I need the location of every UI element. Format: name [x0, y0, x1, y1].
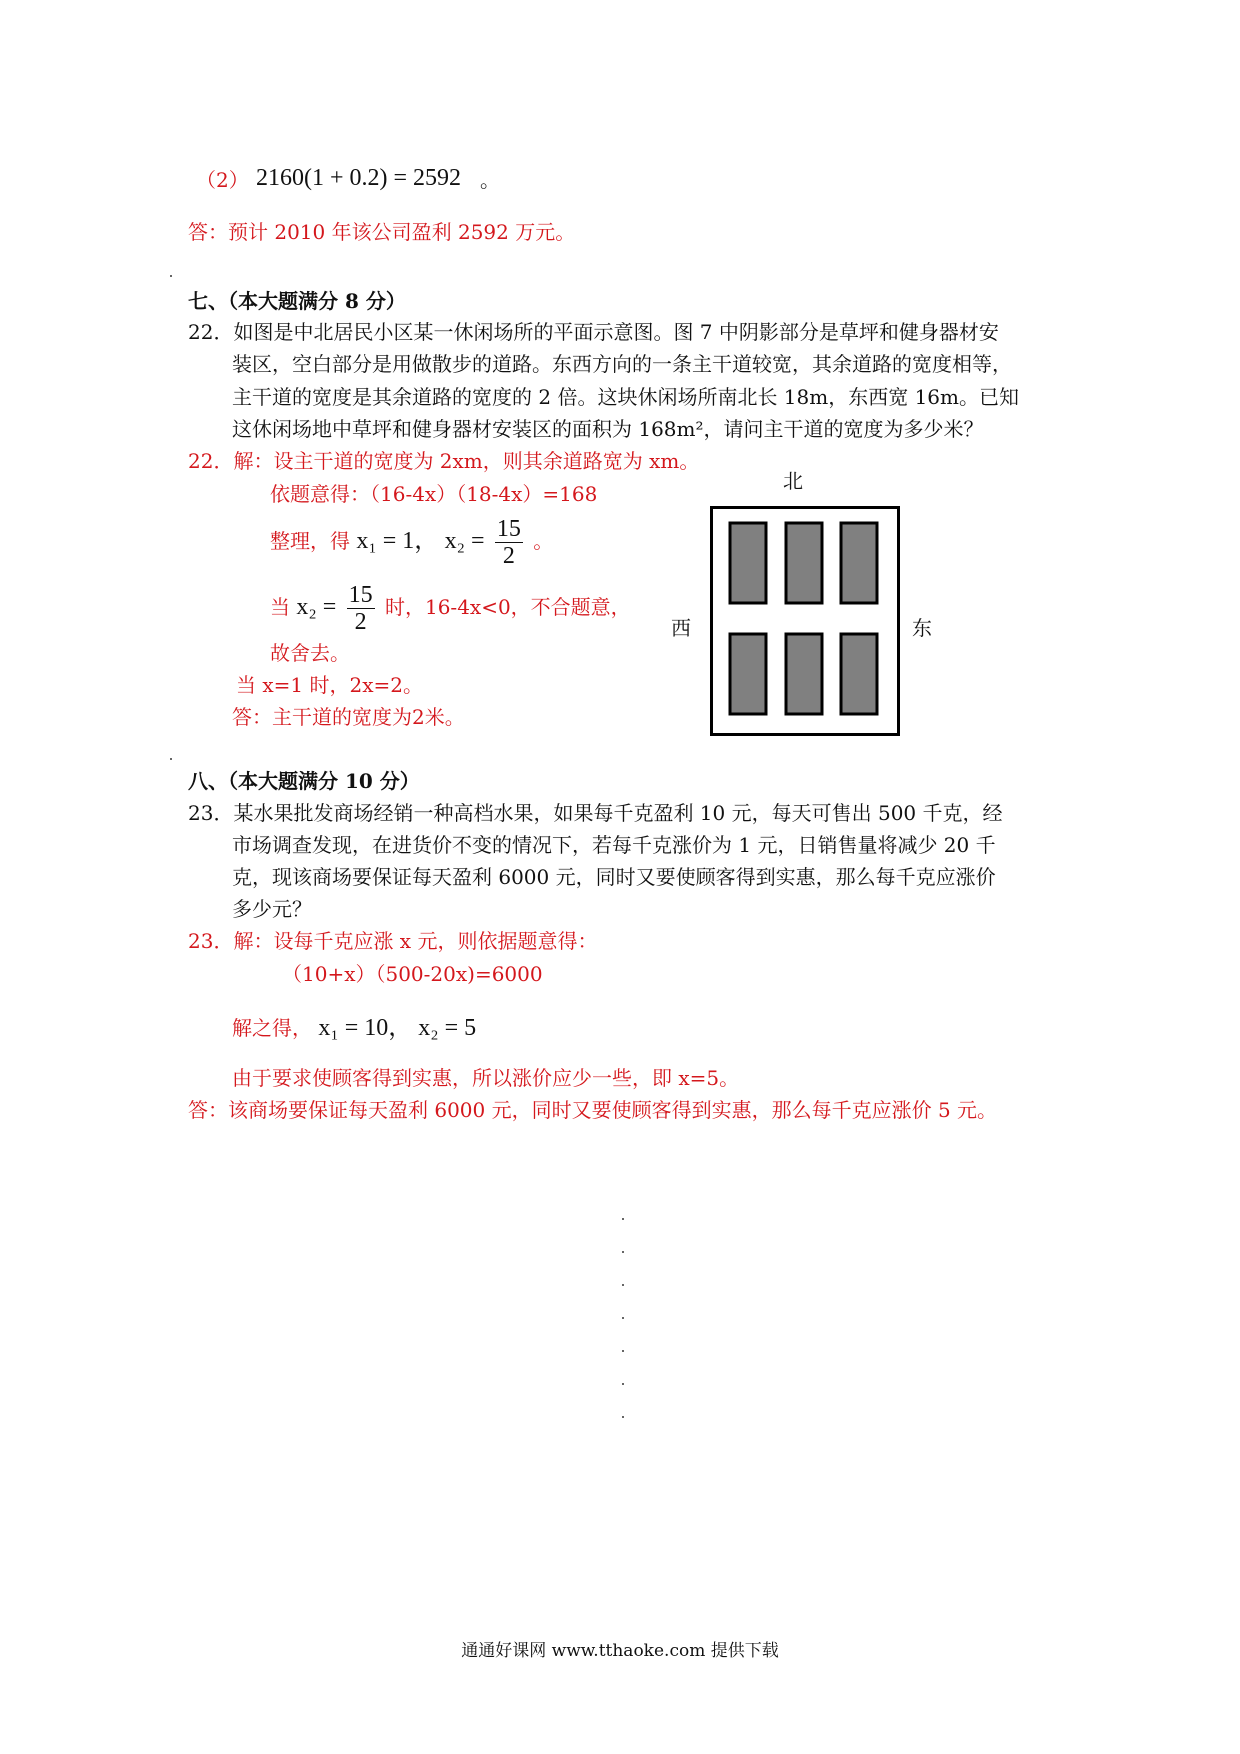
q22-frac-numerator-repeat: 15 — [348, 582, 373, 608]
q22-problem-line-3: 主干道的宽度是其余道路的宽度的 2 倍。这块休闲场所南北长 18m，东西宽 16m。已知 — [232, 385, 1019, 409]
scan-dot — [622, 1218, 624, 1220]
q22-line4-prefix: 当 — [270, 595, 290, 619]
q23-problem-line-2: 市场调查发现，在进货价不变的情况下，若每千克涨价为 1 元，日销售量将减少 20 千 — [232, 833, 996, 857]
q21-equation: 2160(1 + 0.2) = 2592 — [256, 165, 462, 191]
lawn-area-2 — [786, 523, 822, 603]
scan-dot — [170, 275, 172, 277]
q23-problem-line-4: 多少元？ — [232, 897, 312, 921]
q22-solution-line-4 — [270, 577, 631, 637]
figure-label-north: 北 — [783, 469, 803, 493]
lawn-area-6 — [841, 634, 877, 714]
q22-x2-lhs-repeat: x₂ = — [296, 594, 337, 620]
q22-x1: x₁ = 1， — [356, 528, 439, 554]
q22-problem-line-1: 22．如图是中北居民小区某一休闲场所的平面示意图。图 7 中阴影部分是草坪和健身器材安 — [188, 320, 999, 344]
q23-solution-line-4: 由于要求使顾客得到实惠，所以涨价应少一些，即 x=5。 — [232, 1066, 740, 1090]
q22-line3-prefix: 整理，得 — [270, 529, 350, 553]
q22-problem-line-4: 这休闲场地中草坪和健身器材安装区的面积为 168m²，请问主干道的宽度为多少米？ — [232, 417, 984, 441]
section7-heading: 七、（本大题满分 8 分） — [188, 289, 406, 313]
q22-solution-line-1: 22．解：设主干道的宽度为 2xm，则其余道路宽为 xm。 — [188, 449, 700, 473]
lawn-area-1 — [730, 523, 766, 603]
q23-roots: x₁ = 10， x₂ = 5 — [318, 1015, 477, 1041]
q22-frac-numerator: 15 — [496, 516, 521, 542]
q23-solution-line-1: 23．解：设每千克应涨 x 元，则依据题意得： — [188, 929, 598, 953]
q22-solution-line-7: 答：主干道的宽度为2米。 — [232, 705, 465, 729]
scan-dot — [622, 1284, 624, 1286]
q22-solution-line-6: 当 x=1 时，2x=2。 — [236, 673, 423, 697]
q23-solution-line-3 — [232, 1014, 476, 1042]
scan-dot — [622, 1251, 624, 1253]
q23-answer: 答：该商场要保证每天盈利 6000 元，同时又要使顾客得到实惠，那么每千克应涨价 5 元。 — [188, 1098, 998, 1122]
q21-equation-end: 。 — [480, 168, 500, 192]
figure-label-west: 西 — [671, 616, 691, 640]
q22-line3-end: 。 — [533, 529, 554, 553]
leisure-area-plan — [710, 506, 900, 736]
q23-line3-prefix: 解之得， — [232, 1016, 312, 1040]
section8-heading: 八、（本大题满分 10 分） — [188, 769, 420, 793]
q22-fraction — [495, 516, 523, 569]
lawn-area-4 — [730, 634, 766, 714]
q22-fraction-repeat — [347, 582, 375, 635]
scan-dot — [622, 1416, 624, 1418]
scan-dot — [622, 1383, 624, 1385]
q22-solution-line-5: 故舍去。 — [270, 641, 350, 665]
scan-dot — [622, 1317, 624, 1319]
q21-part-label: （2） — [196, 168, 249, 192]
q23-problem-line-1: 23．某水果批发商场经销一种高档水果，如果每千克盈利 10 元，每天可售出 500 千克，经 — [188, 801, 1003, 825]
scan-dot — [622, 1350, 624, 1352]
lawn-area-5 — [786, 634, 822, 714]
q23-problem-line-3: 克，现该商场要保证每天盈利 6000 元，同时又要使顾客得到实惠，那么每千克应涨价 — [232, 865, 996, 889]
q22-line4-suffix: 时，16-4x<0，不合题意， — [384, 595, 631, 619]
page-footer: 通通好课网 www.tthaoke.com 提供下载 — [461, 1641, 779, 1661]
q22-problem-line-2: 装区，空白部分是用做散步的道路。东西方向的一条主干道较宽，其余道路的宽度相等， — [232, 352, 1012, 376]
lawn-area-3 — [841, 523, 877, 603]
q23-solution-line-2: （10+x）（500-20x)=6000 — [282, 962, 543, 986]
q21-answer: 答：预计 2010 年该公司盈利 2592 万元。 — [188, 220, 576, 244]
figure-label-east: 东 — [912, 616, 932, 640]
q22-solution-line-2: 依题意得：（16-4x）（18-4x）=168 — [270, 482, 598, 506]
q22-frac-denominator-repeat: 2 — [354, 609, 367, 635]
q22-solution-line-3 — [270, 511, 553, 571]
scan-dot — [170, 758, 172, 760]
q22-x2-lhs: x₂ = — [444, 528, 485, 554]
q22-frac-denominator: 2 — [502, 543, 515, 569]
